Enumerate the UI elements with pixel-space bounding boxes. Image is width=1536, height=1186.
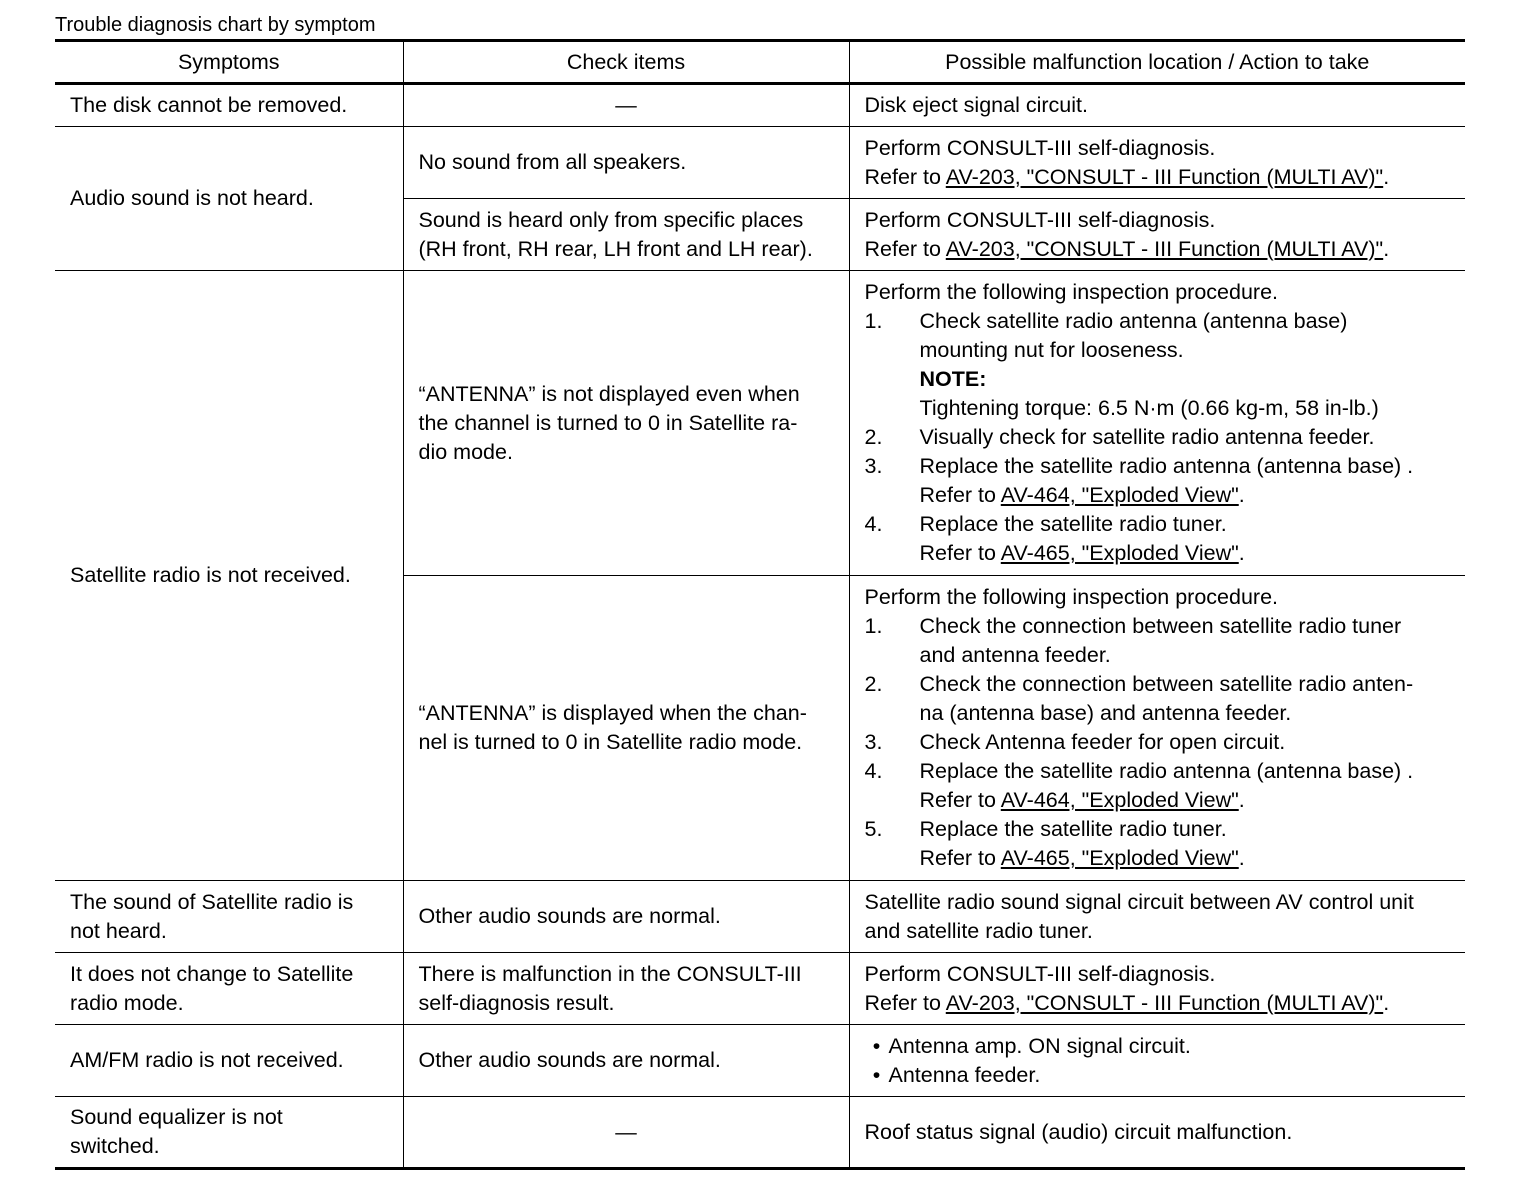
- step-number: 2.: [864, 425, 883, 449]
- check-cell: [403, 576, 849, 881]
- symptom-line: switched.: [70, 1134, 160, 1158]
- action-cell: [849, 1025, 1465, 1097]
- procedure-step: [865, 670, 1451, 728]
- action-cell: [849, 271, 1465, 576]
- action-cell: [849, 881, 1465, 953]
- reference-line: [920, 844, 1451, 873]
- symptom-line: radio mode.: [70, 990, 184, 1015]
- check-line: Sound is heard only from specific places: [418, 207, 804, 232]
- action-line: and satellite radio tuner.: [864, 918, 1093, 943]
- procedure-step: [865, 423, 1451, 452]
- reference-line: [865, 163, 1451, 192]
- check-cell: Other audio sounds are normal.: [403, 881, 849, 953]
- action-line: Satellite radio sound signal circuit between AV control unit: [864, 889, 1414, 914]
- step-text: Replace the satellite radio tuner.: [919, 512, 1227, 536]
- bullet-text: Antenna amp. ON signal circuit.: [888, 1033, 1191, 1058]
- bullet-text: Antenna feeder.: [888, 1062, 1041, 1087]
- symptom-cell: AM/FM radio is not received.: [55, 1025, 403, 1097]
- symptom-cell: [55, 953, 403, 1025]
- check-line: There is malfunction in the CONSULT-III: [418, 961, 802, 986]
- step-text: and antenna feeder.: [919, 643, 1111, 667]
- step-text: Replace the satellite radio tuner.: [919, 817, 1227, 841]
- action-cell: Roof status signal (audio) circuit malfunction.: [849, 1097, 1465, 1169]
- step-number: 3.: [864, 730, 883, 754]
- refer-label: Refer to: [919, 788, 1001, 812]
- bullet-item: [865, 1032, 1451, 1061]
- reference-line: [865, 989, 1451, 1018]
- period: .: [1238, 483, 1245, 507]
- step-number: 1.: [864, 309, 883, 333]
- reference-line: [920, 786, 1451, 815]
- step-text: Check the connection between satellite radio tuner: [919, 614, 1402, 638]
- action-cell: [849, 953, 1465, 1025]
- refer-label: Refer to: [919, 541, 1001, 565]
- reference-link[interactable]: AV-203, "CONSULT - III Function (MULTI AV)": [945, 164, 1384, 189]
- refer-label: Refer to: [864, 236, 946, 261]
- check-cell: —: [403, 84, 849, 127]
- action-cell: [849, 576, 1465, 881]
- reference-link[interactable]: AV-465, "Exploded View": [1000, 541, 1239, 565]
- symptom-cell: Satellite radio is not received.: [55, 271, 403, 881]
- procedure-step: [865, 452, 1451, 510]
- action-cell: [849, 127, 1465, 199]
- symptom-cell: The disk cannot be removed.: [55, 84, 403, 127]
- check-line: nel is turned to 0 in Satellite radio mode.: [418, 730, 803, 754]
- refer-label: Refer to: [919, 483, 1001, 507]
- action-line: Perform CONSULT-III self-diagnosis.: [864, 135, 1216, 160]
- header-symptoms: Symptoms: [55, 41, 403, 84]
- reference-link[interactable]: AV-464, "Exploded View": [1000, 483, 1239, 507]
- table-row-sat-mode: [55, 953, 1465, 1025]
- reference-link[interactable]: AV-464, "Exploded View": [1000, 788, 1239, 812]
- header-row: [55, 41, 1465, 84]
- step-text: Visually check for satellite radio antenna feeder.: [919, 425, 1375, 449]
- table-row-equalizer: [55, 1097, 1465, 1169]
- symptom-cell: Audio sound is not heard.: [55, 127, 403, 271]
- check-line: “ANTENNA” is not displayed even when: [418, 381, 800, 406]
- symptom-cell: [55, 881, 403, 953]
- reference-link[interactable]: AV-465, "Exploded View": [1000, 846, 1239, 870]
- step-number: 4.: [864, 759, 883, 783]
- reference-line: [865, 235, 1451, 264]
- bullet-icon: •: [872, 1033, 881, 1058]
- table-row-disk: [55, 84, 1465, 127]
- step-number: 5.: [864, 817, 883, 841]
- procedure-step: [865, 307, 1451, 423]
- reference-line: [920, 539, 1451, 568]
- procedure-step: [865, 757, 1451, 815]
- action-cell: [849, 199, 1465, 271]
- period: .: [1383, 236, 1390, 261]
- header-action: Possible malfunction location / Action to take: [849, 41, 1465, 84]
- step-number: 2.: [864, 672, 883, 696]
- check-cell: Other audio sounds are normal.: [403, 1025, 849, 1097]
- step-number: 4.: [864, 512, 883, 536]
- procedure-intro: Perform the following inspection procedure.: [864, 585, 1278, 609]
- refer-label: Refer to: [864, 164, 946, 189]
- period: .: [1383, 990, 1390, 1015]
- step-number: 1.: [864, 614, 883, 638]
- table-row-amfm: [55, 1025, 1465, 1097]
- step-text: mounting nut for looseness.: [919, 338, 1184, 362]
- procedure-step: [865, 728, 1451, 757]
- period: .: [1383, 164, 1390, 189]
- period: .: [1238, 846, 1245, 870]
- step-number: 3.: [864, 454, 883, 478]
- reference-link[interactable]: AV-203, "CONSULT - III Function (MULTI AV)": [945, 236, 1384, 261]
- symptom-line: The sound of Satellite radio is: [70, 889, 354, 914]
- step-text: Replace the satellite radio antenna (antenna base) .: [919, 454, 1414, 478]
- reference-link[interactable]: AV-203, "CONSULT - III Function (MULTI AV)": [945, 990, 1384, 1015]
- table-row-satellite-1: [55, 271, 1465, 576]
- symptom-line: It does not change to Satellite: [70, 961, 354, 986]
- check-cell: —: [403, 1097, 849, 1169]
- symptom-line: not heard.: [70, 918, 167, 943]
- period: .: [1238, 541, 1245, 565]
- action-cell: Disk eject signal circuit.: [849, 84, 1465, 127]
- check-line: “ANTENNA” is displayed when the chan-: [418, 701, 807, 725]
- refer-label: Refer to: [919, 846, 1001, 870]
- bullet-icon: •: [872, 1062, 881, 1087]
- check-cell: [403, 271, 849, 576]
- check-cell: [403, 199, 849, 271]
- step-text: Replace the satellite radio antenna (antenna base) .: [919, 759, 1414, 783]
- chart-caption: Trouble diagnosis chart by symptom: [55, 14, 376, 36]
- check-line: self-diagnosis result.: [418, 990, 615, 1015]
- check-line: the channel is turned to 0 in Satellite ra-: [418, 410, 798, 435]
- note-label: NOTE:: [919, 367, 987, 391]
- period: .: [1238, 788, 1245, 812]
- step-text: na (antenna base) and antenna feeder.: [919, 701, 1292, 725]
- procedure-step: [865, 510, 1451, 568]
- action-line: Perform CONSULT-III self-diagnosis.: [864, 961, 1216, 986]
- step-text: Check Antenna feeder for open circuit.: [919, 730, 1286, 754]
- note-text: Tightening torque: 6.5 N·m (0.66 kg-m, 58 in-lb.): [919, 396, 1379, 420]
- diagnosis-table: [55, 39, 1465, 1170]
- step-text: Check the connection between satellite radio anten-: [919, 672, 1414, 696]
- step-text: Check satellite radio antenna (antenna base): [919, 309, 1348, 333]
- procedure-step: [865, 815, 1451, 873]
- reference-line: [920, 481, 1451, 510]
- procedure-step: [865, 612, 1451, 670]
- action-line: Perform CONSULT-III self-diagnosis.: [864, 207, 1216, 232]
- refer-label: Refer to: [864, 990, 946, 1015]
- table-row-audio-1: [55, 127, 1465, 199]
- check-line: (RH front, RH rear, LH front and LH rear).: [418, 236, 813, 261]
- procedure-intro: Perform the following inspection procedure.: [864, 280, 1278, 304]
- symptom-line: Sound equalizer is not: [70, 1105, 283, 1129]
- check-cell: [403, 953, 849, 1025]
- check-line: dio mode.: [418, 439, 513, 464]
- check-cell: No sound from all speakers.: [403, 127, 849, 199]
- bullet-item: [865, 1061, 1451, 1090]
- symptom-cell: [55, 1097, 403, 1169]
- header-check-items: Check items: [403, 41, 849, 84]
- table-row-sat-sound: [55, 881, 1465, 953]
